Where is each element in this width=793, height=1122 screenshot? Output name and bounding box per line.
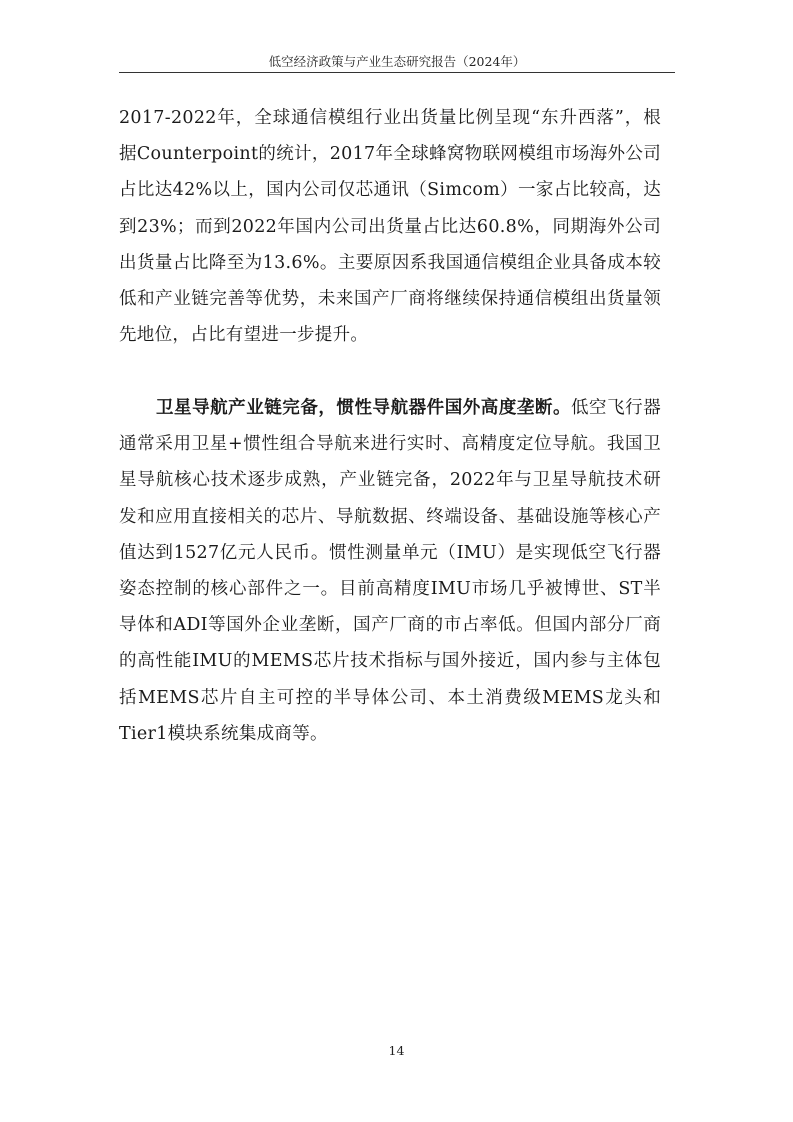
header-divider	[119, 72, 675, 73]
body-paragraph-1: 2017-2022年，全球通信模组行业出货量比例呈现“东升西落”，根据Counterpoint的统计，2017年全球蜂窝物联网模组市场海外公司占比达42%以上，国内公司仅芯通讯（Simcom）一家占比较高，达到23%；而到2022年国内公司出货量占比达60.8%，同期海外公司出货量占比降至为13.6%。主要原因系我国通信模组企业具备成本较低和产业链完善等优势，未来国产厂商将继续保持通信模组出货量领先地位，占比有望进一步提升。	[119, 108, 661, 346]
running-header: 低空经济政策与产业生态研究报告（2024年）	[268, 54, 526, 69]
page-number: 14	[388, 1043, 405, 1058]
paragraph-lead-sentence: 卫星导航产业链完备，惯性导航器件国外高度垄断。	[156, 398, 572, 418]
body-paragraph-2	[119, 390, 661, 752]
paragraph-body-text: 低空飞行器通常采用卫星+惯性组合导航来进行实时、高精度定位导航。我国卫星导航核心技术逐步成熟，产业链完备，2022年与卫星导航技术研发和应用直接相关的芯片、导航数据、终端设备、基础设施等核心产值达到1527亿元人民币。惯性测量单元（IMU）是实现低空飞行器姿态控制的核心部件之一。目前高精度IMU市场几乎被博世、ST半导体和ADI等国外企业垄断，国产厂商的市占率低。但国内部分厂商的高性能IMU的MEMS芯片技术指标与国外接近，国内参与主体包括MEMS芯片自主可控的半导体公司、本土消费级MEMS龙头和Tier1模块系统集成商等。	[119, 398, 661, 744]
